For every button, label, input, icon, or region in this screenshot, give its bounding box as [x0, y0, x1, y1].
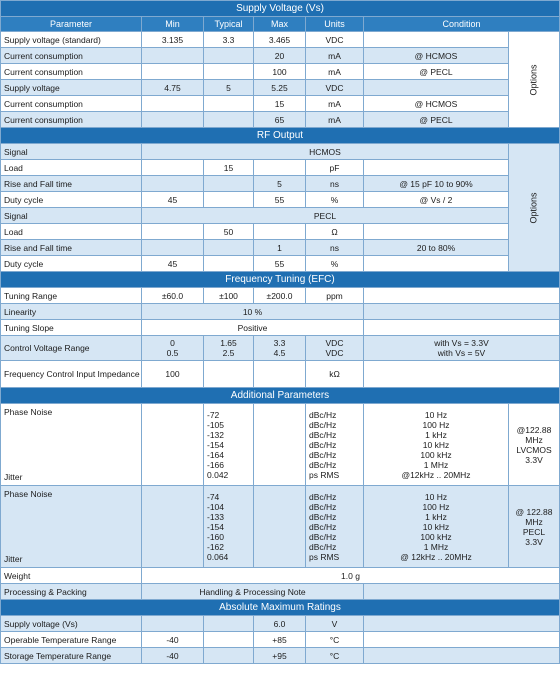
unit-line: dBc/Hz [309, 491, 337, 502]
cell-typ [204, 336, 254, 361]
cell-min: 45 [142, 256, 204, 272]
unit-line: dBc/Hz [309, 521, 337, 532]
cell-param: Current consumption [1, 64, 142, 80]
cell-param: Rise and Fall time [1, 176, 142, 192]
note-line: 3.3V [525, 536, 543, 547]
header-parameter: Parameter [1, 17, 142, 32]
header-units: Units [306, 17, 364, 32]
value-line: 0.042 [207, 469, 229, 480]
cell-min [142, 224, 204, 240]
cell-typ [204, 632, 254, 648]
cell-units: mA [306, 64, 364, 80]
cell-units: °C [306, 648, 364, 664]
cell-min: ±60.0 [142, 288, 204, 304]
cell-min [142, 96, 204, 112]
table-row [1, 64, 560, 80]
value-line: -132 [207, 429, 225, 440]
cell-typ [204, 256, 254, 272]
cell-param: Operable Temperature Range [1, 632, 142, 648]
cell-typ [204, 361, 254, 388]
cell-units: mA [306, 112, 364, 128]
note-line: @ 122.88 [515, 506, 553, 517]
table-row [1, 584, 560, 600]
table-row [1, 240, 560, 256]
cell-param: Signal [1, 144, 142, 160]
cell-max [254, 224, 306, 240]
cell-param [1, 486, 142, 568]
cell-max [254, 361, 306, 388]
cell-units: Ω [306, 224, 364, 240]
cell-cond: @ Vs / 2 [364, 192, 509, 208]
cell-param: Current consumption [1, 48, 142, 64]
value-line: -74 [207, 491, 220, 502]
cell-cond: @ HCMOS [364, 48, 509, 64]
value-line: -133 [207, 511, 225, 522]
table-row [1, 616, 560, 632]
cell-param: Control Voltage Range [1, 336, 142, 361]
jitter-label: Jitter [4, 554, 23, 564]
value-line: 3.3 [273, 338, 286, 348]
table-row [1, 568, 560, 584]
offset-line: 100 Hz [422, 501, 450, 512]
cell-cond [364, 361, 560, 388]
value-line: VDC [325, 348, 344, 358]
cell-cond [364, 80, 509, 96]
cell-min [142, 616, 204, 632]
unit-line: ps RMS [309, 551, 340, 562]
cell-max: +95 [254, 648, 306, 664]
header-condition: Condition [364, 17, 560, 32]
value-line: VDC [325, 338, 344, 348]
cell-cond: @ 15 pF 10 to 90% [364, 176, 509, 192]
offset-line: @ 12kHz .. 20MHz [400, 551, 472, 562]
cell-max: 65 [254, 112, 306, 128]
table-row [1, 176, 560, 192]
cell-units: pF [306, 160, 364, 176]
cell-units: kΩ [306, 361, 364, 388]
cell-param: Signal [1, 208, 142, 224]
table-row [1, 144, 560, 160]
table-row [1, 361, 560, 388]
cell-param: Frequency Control Input Impedance [1, 361, 142, 388]
section-frequency-tuning: Frequency Tuning (EFC) [1, 272, 560, 288]
cell-cond: @ PECL [364, 112, 509, 128]
value-line: with Vs = 3.3V [434, 338, 489, 348]
cell-cond [364, 256, 509, 272]
cell-value: Handling & Processing Note [142, 584, 364, 600]
section-additional-parameters: Additional Parameters [1, 388, 560, 404]
cell-note [509, 404, 560, 486]
cell-param: Load [1, 224, 142, 240]
cell-cond: @ PECL [364, 64, 509, 80]
cell-param: Processing & Packing [1, 584, 142, 600]
cell-min [142, 64, 204, 80]
table-row [1, 288, 560, 304]
table-row [1, 256, 560, 272]
unit-line: dBc/Hz [309, 439, 337, 450]
table-row [1, 320, 560, 336]
options-label: Options [529, 191, 539, 224]
cell-param: Current consumption [1, 96, 142, 112]
cell-units: VDC [306, 80, 364, 96]
table-row [1, 336, 560, 361]
cell-value: 1.0 g [142, 568, 560, 584]
value-line: 2.5 [222, 348, 235, 358]
cell-units-list [306, 404, 364, 486]
cell-param: Supply voltage (Vs) [1, 616, 142, 632]
offset-line: 10 Hz [424, 491, 448, 502]
note-line: MHz [525, 516, 543, 527]
cell-max: ±200.0 [254, 288, 306, 304]
cell-offset-list [364, 486, 509, 568]
cell-param: Current consumption [1, 112, 142, 128]
cell-cond [364, 648, 560, 664]
cell-param: Tuning Slope [1, 320, 142, 336]
cell-typ: 15 [204, 160, 254, 176]
offset-line: 10 kHz [422, 439, 450, 450]
cell-typ-list [204, 486, 254, 568]
cell-min [142, 486, 204, 568]
table-row [1, 304, 560, 320]
table-row [1, 648, 560, 664]
value-line: -105 [207, 419, 225, 430]
jitter-label: Jitter [4, 472, 23, 482]
cell-min [142, 112, 204, 128]
table-row [1, 32, 560, 48]
cell-cond [364, 288, 560, 304]
table-row [1, 112, 560, 128]
unit-line: dBc/Hz [309, 501, 337, 512]
cell-min [142, 48, 204, 64]
offset-line: 10 Hz [424, 409, 448, 420]
phase-noise-block-pecl [1, 486, 560, 568]
cell-min: -40 [142, 632, 204, 648]
cell-min [142, 336, 204, 361]
cell-cond [364, 304, 560, 320]
cell-value: 10 % [142, 304, 364, 320]
unit-line: dBc/Hz [309, 449, 337, 460]
cell-max: 55 [254, 192, 306, 208]
cell-param: Storage Temperature Range [1, 648, 142, 664]
cell-cond [364, 632, 560, 648]
cell-units: ppm [306, 288, 364, 304]
cell-min: 100 [142, 361, 204, 388]
cell-param: Supply voltage [1, 80, 142, 96]
column-header-row [1, 17, 560, 32]
table-row [1, 208, 560, 224]
cell-units-list [306, 486, 364, 568]
phase-noise-label: Phase Noise [4, 489, 53, 499]
cell-max [254, 404, 306, 486]
note-line: LVCMOS [516, 444, 552, 455]
cell-typ [204, 192, 254, 208]
cell-min [142, 404, 204, 486]
cell-cond: @ HCMOS [364, 96, 509, 112]
unit-line: dBc/Hz [309, 419, 337, 430]
cell-units: % [306, 192, 364, 208]
cell-typ: 3.3 [204, 32, 254, 48]
cell-note [509, 486, 560, 568]
section-supply-voltage: Supply Voltage (Vs) [1, 1, 560, 17]
cell-cond [364, 224, 509, 240]
cell-max: 5.25 [254, 80, 306, 96]
table-row [1, 80, 560, 96]
cell-param: Load [1, 160, 142, 176]
unit-line: dBc/Hz [309, 429, 337, 440]
header-typical: Typical [204, 17, 254, 32]
cell-typ: 50 [204, 224, 254, 240]
cell-max: 55 [254, 256, 306, 272]
cell-typ [204, 176, 254, 192]
options-label: Options [529, 63, 539, 96]
cell-typ [204, 648, 254, 664]
cell-typ: 5 [204, 80, 254, 96]
table-row [1, 224, 560, 240]
unit-line: dBc/Hz [309, 409, 337, 420]
phase-noise-block-lvcmos [1, 404, 560, 486]
table-row [1, 632, 560, 648]
cell-min: 45 [142, 192, 204, 208]
table-row [1, 48, 560, 64]
cell-signal-pecl: PECL [142, 208, 509, 224]
cell-offset-list [364, 404, 509, 486]
value-line: 0.064 [207, 551, 229, 562]
cell-typ [204, 240, 254, 256]
cell-units: mA [306, 96, 364, 112]
note-line: 3.3V [525, 454, 543, 465]
cell-max: 3.465 [254, 32, 306, 48]
header-max: Max [254, 17, 306, 32]
cell-cond [364, 320, 560, 336]
header-min: Min [142, 17, 204, 32]
unit-line: dBc/Hz [309, 531, 337, 542]
cell-typ [204, 96, 254, 112]
value-line: -166 [207, 459, 225, 470]
cell-cond [364, 584, 560, 600]
cell-max: +85 [254, 632, 306, 648]
offset-line: 10 kHz [422, 521, 450, 532]
offset-line: @12kHz .. 20MHz [401, 469, 471, 480]
note-line: @122.88 [516, 424, 552, 435]
value-line: with Vs = 5V [437, 348, 486, 358]
cell-cond [364, 160, 509, 176]
offset-line: 1 MHz [423, 541, 449, 552]
cell-param: Weight [1, 568, 142, 584]
cell-param: Duty cycle [1, 192, 142, 208]
cell-typ [204, 112, 254, 128]
value-line: 0.5 [166, 348, 179, 358]
table-row [1, 160, 560, 176]
cell-param [1, 404, 142, 486]
offset-line: 1 MHz [423, 459, 449, 470]
cell-min: -40 [142, 648, 204, 664]
table-row [1, 192, 560, 208]
cell-typ [204, 48, 254, 64]
cell-units: ns [306, 240, 364, 256]
cell-max: 6.0 [254, 616, 306, 632]
unit-line: dBc/Hz [309, 511, 337, 522]
cell-max: 20 [254, 48, 306, 64]
cell-units [306, 336, 364, 361]
offset-line: 100 kHz [420, 449, 452, 460]
value-line: 4.5 [273, 348, 286, 358]
cell-cond [364, 336, 560, 361]
cell-units: V [306, 616, 364, 632]
cell-cond [364, 32, 509, 48]
cell-param: Tuning Range [1, 288, 142, 304]
note-line: PECL [522, 526, 546, 537]
cell-min [142, 160, 204, 176]
cell-cond [364, 616, 560, 632]
value-line: -154 [207, 439, 225, 450]
cell-typ: ±100 [204, 288, 254, 304]
offset-line: 100 Hz [422, 419, 450, 430]
cell-typ [204, 616, 254, 632]
section-absolute-maximum-ratings: Absolute Maximum Ratings [1, 600, 560, 616]
cell-max [254, 336, 306, 361]
cell-max: 100 [254, 64, 306, 80]
offset-line: 1 kHz [425, 429, 447, 440]
cell-typ-list [204, 404, 254, 486]
value-line: 1.65 [220, 338, 237, 348]
unit-line: dBc/Hz [309, 459, 337, 470]
cell-value: Positive [142, 320, 364, 336]
section-rf-output: RF Output [1, 128, 560, 144]
cell-typ [204, 64, 254, 80]
cell-min [142, 240, 204, 256]
options-cell-supply [509, 32, 560, 128]
cell-min: 4.75 [142, 80, 204, 96]
cell-max: 1 [254, 240, 306, 256]
cell-max [254, 160, 306, 176]
value-line: -162 [207, 541, 225, 552]
offset-line: 100 kHz [420, 531, 452, 542]
cell-units: % [306, 256, 364, 272]
cell-param: Rise and Fall time [1, 240, 142, 256]
cell-param: Duty cycle [1, 256, 142, 272]
cell-cond: 20 to 80% [364, 240, 509, 256]
value-line: -104 [207, 501, 225, 512]
cell-max: 15 [254, 96, 306, 112]
cell-max [254, 486, 306, 568]
cell-units: mA [306, 48, 364, 64]
value-line: -164 [207, 449, 225, 460]
note-line: MHz [525, 434, 543, 445]
cell-units: °C [306, 632, 364, 648]
cell-param: Supply voltage (standard) [1, 32, 142, 48]
cell-min: 3.135 [142, 32, 204, 48]
cell-param: Linearity [1, 304, 142, 320]
value-line: -160 [207, 531, 225, 542]
cell-signal-hcmos: HCMOS [142, 144, 509, 160]
cell-max: 5 [254, 176, 306, 192]
cell-units: ns [306, 176, 364, 192]
value-line: -154 [207, 521, 225, 532]
unit-line: dBc/Hz [309, 541, 337, 552]
value-line: 0 [170, 338, 175, 348]
table-row [1, 96, 560, 112]
offset-line: 1 kHz [425, 511, 447, 522]
cell-min [142, 176, 204, 192]
unit-line: ps RMS [309, 469, 340, 480]
phase-noise-label: Phase Noise [4, 407, 53, 417]
options-cell-rf [509, 144, 560, 272]
value-line: -72 [207, 409, 220, 420]
cell-units: VDC [306, 32, 364, 48]
